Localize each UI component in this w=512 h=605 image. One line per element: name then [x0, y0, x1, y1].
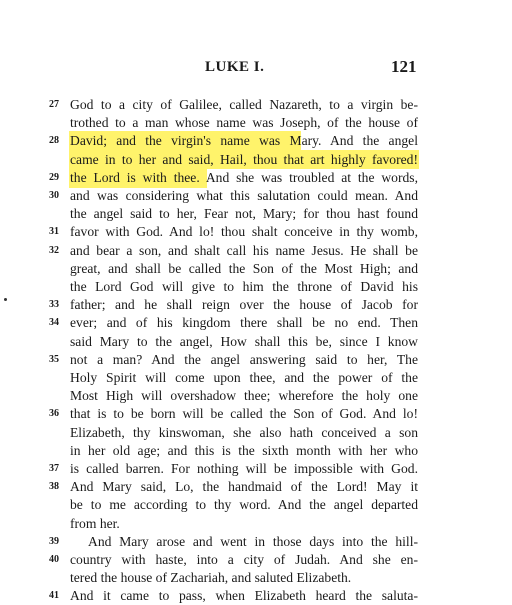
- text-line: [0, 441, 512, 460]
- text-line: [0, 332, 512, 351]
- line-text: And Mary arose and went in those days into the hill-: [88, 533, 418, 549]
- text-line: [0, 241, 512, 260]
- text-line: [0, 168, 512, 187]
- text-line: [0, 150, 512, 169]
- text-line: [0, 404, 512, 423]
- line-text: from her.: [70, 515, 120, 531]
- text-line: [0, 477, 512, 496]
- text-line: [0, 386, 512, 405]
- text-line: [0, 131, 512, 150]
- line-text: the Lord is with thee. And she was troubled at the words,: [70, 169, 418, 185]
- running-head: LUKE I.: [205, 59, 265, 75]
- verse-number: 30: [49, 190, 59, 201]
- verse-number: 39: [49, 535, 59, 547]
- text-line: [0, 368, 512, 387]
- line-text: in her old age; and this is the sixth month with her who: [70, 442, 418, 458]
- text-line: [0, 277, 512, 296]
- line-text: the Lord God will give to him the throne of David his: [70, 279, 418, 294]
- text-line: [0, 459, 512, 478]
- text-line: [0, 495, 512, 514]
- verse-number: 33: [49, 299, 59, 311]
- verse-number: 29: [49, 171, 59, 183]
- line-text: ever; and of his kingdom there shall be no end. Then: [70, 315, 418, 331]
- line-text: great, and shall be called the Son of the Most High; and: [70, 260, 418, 276]
- page-speck: [4, 298, 7, 301]
- line-text: favor with God. And lo! thou shalt conceive in thy womb,: [70, 224, 418, 240]
- line-text: and was considering what this salutation could mean. And: [70, 188, 418, 203]
- text-line: [0, 222, 512, 241]
- text-line: [0, 313, 512, 332]
- line-text: tered the house of Zachariah, and saluted Elizabeth.: [70, 570, 352, 586]
- line-text: David; and the virgin's name was Mary. And the angel: [70, 133, 418, 149]
- verse-number: 32: [49, 244, 59, 256]
- verse-number: 31: [49, 226, 59, 238]
- text-line: [0, 350, 512, 369]
- verse-number: 36: [49, 408, 59, 420]
- text-line: [0, 186, 512, 205]
- line-text: Elizabeth, thy kinswoman, she also hath conceived a son: [70, 424, 418, 440]
- line-text: not a man? And the angel answering said to her, The: [70, 351, 418, 367]
- line-text: Most High will overshadow thee; wherefore the holy one: [70, 388, 418, 404]
- page-header: [0, 59, 512, 81]
- verse-number: 27: [49, 99, 59, 110]
- text-line: [0, 259, 512, 278]
- line-text: God to a city of Galilee, called Nazareth, to a virgin be-: [70, 97, 418, 112]
- verse-number: 41: [49, 590, 59, 602]
- line-text: Holy Spirit will come upon thee, and the power of the: [70, 370, 418, 385]
- text-line: [0, 532, 512, 551]
- line-text: country with haste, into a city of Judah. And she en-: [70, 552, 418, 567]
- page-number: 121: [391, 57, 417, 76]
- verse-number: 35: [49, 353, 59, 365]
- text-line: [0, 295, 512, 314]
- line-text: came in to her and said, Hail, thou that art highly favored!: [70, 151, 418, 167]
- verse-number: 40: [49, 554, 59, 565]
- text-line: [0, 568, 512, 587]
- line-text: trothed to a man whose name was Joseph, of the house of: [70, 115, 418, 131]
- line-text: be to me according to thy word. And the angel departed: [70, 497, 418, 513]
- line-text: is called barren. For nothing will be impossible with God.: [70, 461, 418, 476]
- line-text: And Mary said, Lo, the handmaid of the Lord! May it: [70, 479, 418, 495]
- text-line: [0, 95, 512, 114]
- text-line: [0, 550, 512, 569]
- verse-number: 37: [49, 463, 59, 474]
- verse-number: 38: [49, 481, 59, 493]
- text-line: [0, 113, 512, 132]
- line-text: and bear a son, and shalt call his name Jesus. He shall be: [70, 242, 418, 258]
- line-text: that is to be born will be called the Son of God. And lo!: [70, 406, 418, 422]
- line-text: the angel said to her, Fear not, Mary; for thou hast found: [70, 206, 418, 222]
- line-text: said Mary to the angel, How shall this be, since I know: [70, 333, 418, 349]
- line-text: And it came to pass, when Elizabeth heard the saluta-: [70, 588, 418, 604]
- text-line: [0, 204, 512, 223]
- text-line: [0, 423, 512, 442]
- text-line: [0, 586, 512, 605]
- line-text: father; and he shall reign over the house of Jacob for: [70, 297, 418, 313]
- verse-number: 28: [49, 135, 59, 147]
- text-line: [0, 514, 512, 533]
- verse-number: 34: [49, 317, 59, 329]
